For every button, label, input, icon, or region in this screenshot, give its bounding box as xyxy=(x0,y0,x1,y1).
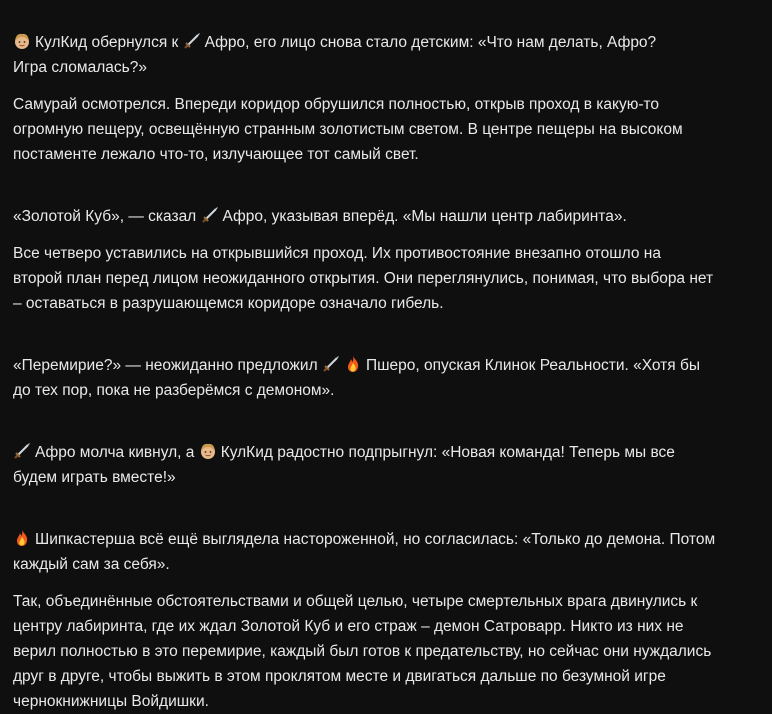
story-paragraph-5 xyxy=(13,328,760,403)
story-document xyxy=(0,5,772,714)
paragraph-1-text-a: КулКид обернулся к xyxy=(35,34,183,51)
sword-icon xyxy=(201,206,219,224)
story-paragraph-7 xyxy=(13,502,760,577)
paragraph-1-text-b: Афро, его лицо снова стало детским: «Что нам делать, Афро? Игра сломалась?» xyxy=(13,34,657,76)
paragraph-3-text-a: «Золотой Куб», — сказал xyxy=(13,208,201,225)
sword-icon xyxy=(183,32,201,50)
boy-face-icon xyxy=(199,442,217,460)
story-paragraph-6 xyxy=(13,415,760,490)
paragraph-6-text-a: Афро молча кивнул, а xyxy=(35,444,199,461)
paragraph-5-text-a: «Перемирие?» — неожиданно предложил xyxy=(13,357,322,374)
fire-icon xyxy=(13,529,31,547)
sword-icon xyxy=(13,442,31,460)
story-paragraph-8: Так, объединённые обстоятельствами и общей целью, четыре смертельных врага двинулись к центру лабиринта, где их ждал Золотой Куб и его страж – демон Сатроварр. Никто из них не верил полностью в это перемирие, каждый был готов к предательству, но сейчас они нуждались друг в друге, чтобы выжить в этом проклятом месте и двигаться дальше по безумной игре чернокнижницы Войдишки. xyxy=(13,593,712,710)
sword-icon xyxy=(322,355,340,373)
story-paragraph-4: Все четверо уставились на открывшийся проход. Их противостояние внезапно отошло на второй план перед лицом неожиданного открытия. Они переглянулись, понимая, что выбора нет – оставаться в разрушающемся коридоре означало гибель. xyxy=(13,245,714,312)
paragraph-3-text-b: Афро, указывая вперёд. «Мы нашли центр лабиринта». xyxy=(222,208,627,225)
paragraph-6-text-b: КулКид радостно подпрыгнул: «Новая команда! Теперь мы все будем играть вместе!» xyxy=(13,444,675,486)
paragraph-5-text-b: Пшеро, опуская Клинок Реальности. «Хотя бы до тех пор, пока не разберёмся с демоном». xyxy=(13,357,700,399)
fire-icon xyxy=(344,355,362,373)
story-paragraph-1 xyxy=(13,5,760,80)
paragraph-7-text: Шипкастерша всё ещё выглядела настороженной, но согласилась: «Только до демона. Потом каждый сам за себя». xyxy=(13,531,716,573)
story-paragraph-2: Самурай осмотрелся. Впереди коридор обрушился полностью, открыв проход в какую-то огромную пещеру, освещённую странным золотистым светом. В центре пещеры на высоком постаменте лежало что-то, излучающее тот самый свет. xyxy=(13,96,683,163)
story-paragraph-3 xyxy=(13,179,760,229)
boy-face-icon xyxy=(13,32,31,50)
